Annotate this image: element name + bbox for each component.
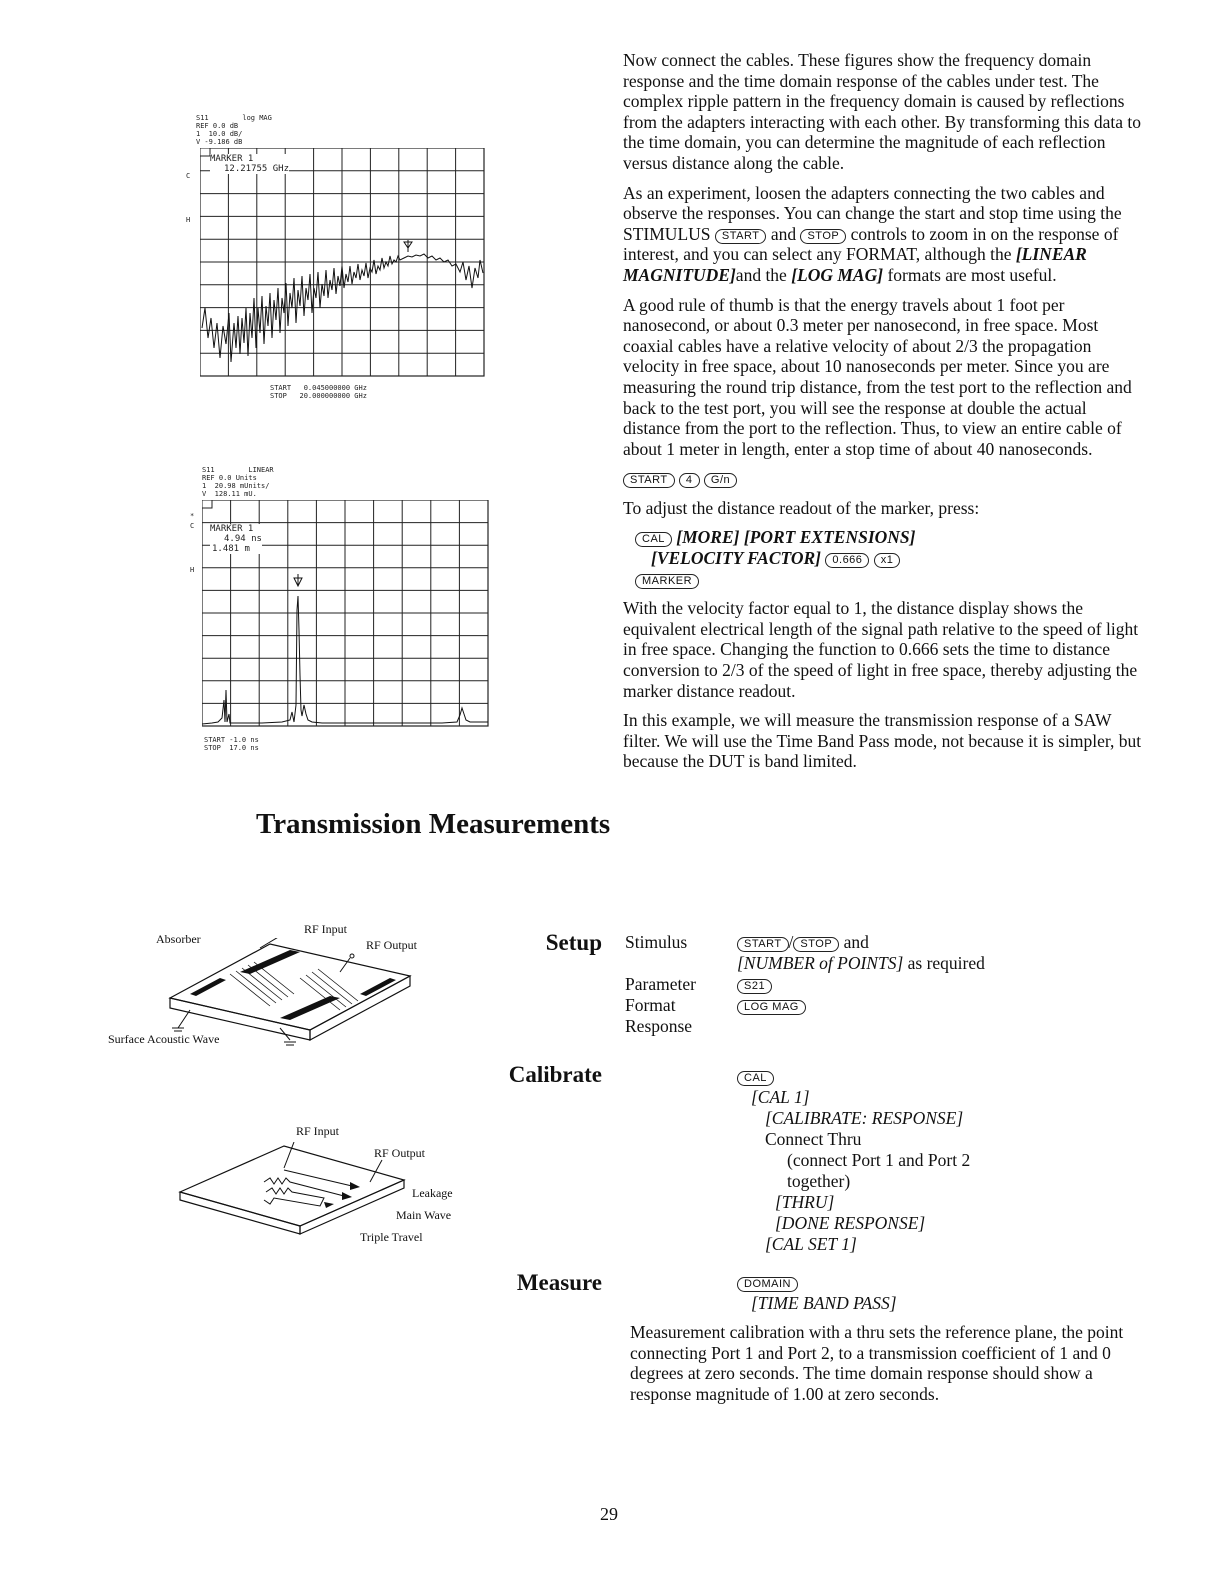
saw-signal-paths-diagram: [170, 1122, 470, 1252]
leakage-label: Leakage: [412, 1186, 453, 1200]
key-sequence-velocity: [635, 527, 1143, 589]
chart2-ref: REF 0.0 Units: [202, 474, 257, 482]
stop-key: STOP: [800, 229, 846, 244]
thru-softkey: [THRU]: [775, 1192, 835, 1212]
chart2-marker-value: 4.94 ns: [224, 534, 262, 544]
rf-output-label-2: RF Output: [374, 1146, 426, 1160]
log-mag-key: LOG MAG: [737, 1000, 806, 1015]
cal-1-softkey: [CAL 1]: [751, 1087, 810, 1107]
triple-travel-label: Triple Travel: [360, 1230, 423, 1244]
measure-steps: [737, 1272, 1157, 1314]
slash-text: /: [788, 932, 794, 952]
setup-row-format: [625, 995, 1145, 1016]
chart1-grid: [200, 148, 490, 378]
format-label: Format: [625, 995, 676, 1015]
s21-key: S21: [737, 979, 772, 994]
paragraph-velocity: With the velocity factor equal to 1, the distance display shows the equivalent electrical length of the signal path relative to the speed of light in free space. Changing the function to 0.666 sets the time to distance conversion to 2/3 of the speed of light in free space, thereby adjusting the marker distance readout.: [623, 598, 1139, 701]
chart2-header: [202, 466, 274, 498]
as-required-text: as required: [907, 953, 985, 973]
calibrate-steps: [737, 1066, 1157, 1255]
page-number: 29: [600, 1504, 618, 1524]
and-text: and: [770, 223, 797, 244]
and-the-text: and the: [735, 264, 787, 285]
setup-start-key: START: [737, 937, 789, 952]
time-band-pass-softkey: [TIME BAND PASS]: [751, 1293, 897, 1313]
setup-heading: Setup: [545, 930, 602, 955]
port-extensions-softkey: [PORT EXTENSIONS]: [743, 527, 916, 548]
chart1-start: START 0.045000000 GHz: [270, 384, 367, 392]
paragraph-transmission-intro: In this example, we will measure the transmission response of a SAW filter. We will use the Time Band Pass mode, not because it is simpler, but because the DUT is band limited.: [623, 710, 1142, 772]
saw-label: Surface Acoustic Wave: [108, 1032, 220, 1046]
chart1-value: V -9.186 dB: [196, 138, 243, 146]
calibrate-response-softkey: [CALIBRATE: RESPONSE]: [765, 1108, 964, 1128]
chart1-footer: [270, 384, 367, 400]
chart1-marker-box: [210, 154, 289, 174]
absorber-label: Absorber: [156, 932, 201, 946]
setup-row-parameter: [625, 974, 1145, 995]
setup-stop-key: STOP: [793, 937, 839, 952]
number-of-points-softkey: [NUMBER of POINTS]: [737, 953, 904, 973]
rf-input-label-1: RF Input: [304, 922, 348, 936]
chart2-side-c: C: [190, 522, 195, 530]
chart2-scale: 1 20.98 mUnits/: [202, 482, 270, 490]
chart1-header: [196, 114, 272, 146]
setup-row-stimulus: [625, 932, 1145, 974]
rf-input-label-2: RF Input: [296, 1124, 340, 1138]
chart2-start: START -1.0 ns: [204, 736, 259, 744]
domain-key: DOMAIN: [737, 1277, 798, 1292]
paragraph-cables: Now connect the cables. These figures show the frequency domain response and the time domain response of the cables under test. The complex ripple pattern in the frequency domain is caused by reflections from the adapters interacting with each other. By transforming this data to the time domain, you can determine the magnitude of each reflection versus distance along the cable.: [623, 50, 1142, 173]
four-key: 4: [679, 473, 700, 488]
chart1-ref: REF 0.0 dB: [196, 122, 239, 130]
saw-filter-diagram: [100, 920, 440, 1050]
chart1-stop: STOP 20.000000000 GHz: [270, 392, 367, 400]
x1-key: x1: [874, 553, 901, 568]
chart1-side-h: H: [186, 216, 191, 224]
connect-ports-text: (connect Port 1 and Port 2: [787, 1150, 971, 1170]
experiment-text-c: formats are most useful.: [887, 264, 1057, 285]
marker-key: MARKER: [635, 574, 699, 589]
key-sequence-stop-time: [623, 468, 1143, 489]
chart1-title: S11 log MAG: [196, 114, 272, 122]
response-label: Response: [625, 1016, 693, 1036]
connect-thru-text: Connect Thru: [765, 1129, 862, 1149]
main-wave-label: Main Wave: [396, 1208, 452, 1222]
experiment-text-a: As an experiment, loosen the adapters connecting the two cables and observe the responses. You can change the start and stop time using the STIMULUS: [623, 182, 1122, 244]
paragraph-experiment: [623, 183, 1143, 286]
chart2-marker-box: [210, 524, 262, 554]
setup-row-response: [625, 1016, 1145, 1037]
start-key-2: START: [623, 473, 675, 488]
calibrate-cal-key: CAL: [737, 1071, 774, 1086]
stimulus-label: Stimulus: [625, 932, 688, 952]
setup-and-text: and: [843, 932, 869, 952]
parameter-label: Parameter: [625, 974, 696, 994]
time-domain-response-plot: [186, 466, 496, 756]
linear-magnitude-softkey: [LINEAR MAGNITUDE]: [623, 244, 1087, 285]
chart2-value: V 128.11 mU.: [202, 490, 257, 498]
chart2-title: S11 LINEAR: [202, 466, 274, 474]
measure-heading: Measure: [516, 1270, 602, 1295]
more-softkey: [MORE]: [676, 527, 740, 548]
done-response-softkey: [DONE RESPONSE]: [775, 1213, 926, 1233]
chart2-marker-label: MARKER 1: [210, 524, 254, 534]
chart1-scale: 1 10.0 dB/: [196, 130, 243, 138]
calibrate-heading: Calibrate: [508, 1062, 602, 1087]
section-heading: Transmission Measurements: [256, 808, 611, 840]
chart2-marker-distance: 1.481 m: [212, 544, 250, 554]
paragraph-rule-of-thumb: A good rule of thumb is that the energy travels about 1 foot per nanosecond, or about 0.3 meter per nanosecond, in free space. Most coaxial cables have a relative velocity of about 2/3 the propagation velocity in free space, about 10 nanoseconds per meter. Since you are measuring the round trip distance, from the test port to the reflection and back to the test port, you will see the response at double the actual distance from the port to the reflection. Thus, to view an entire cable of about 1 meter in length, enter a stop time of about 40 nanoseconds.: [623, 294, 1132, 459]
rf-output-label-1: RF Output: [366, 938, 418, 952]
body-text-column: [623, 50, 1143, 781]
frequency-response-plot: [186, 112, 496, 407]
g-n-key: G/n: [704, 473, 737, 488]
cal-set-1-softkey: [CAL SET 1]: [765, 1234, 857, 1254]
chart2-stop: STOP 17.0 ns: [204, 744, 259, 752]
chart2-footer: [204, 736, 259, 752]
chart1-side-c: C: [186, 172, 191, 180]
velocity-factor-softkey: [VELOCITY FACTOR]: [651, 548, 822, 569]
paragraph-adjust-distance: To adjust the distance readout of the marker, press:: [623, 497, 980, 518]
start-key: START: [715, 229, 767, 244]
log-mag-softkey: [LOG MAG]: [791, 264, 884, 285]
cal-key: CAL: [635, 532, 672, 547]
setup-table: [625, 932, 1145, 1037]
chart1-marker-value: 12.21755 GHz: [224, 164, 290, 174]
measure-paragraph: Measurement calibration with a thru sets the reference plane, the point connecting Port 1 and Port 2, to a transmission coefficient of 1 and 0 degrees at zero seconds. The time domain response should show a response magnitude of 1.00 at zero seconds.: [630, 1322, 1124, 1404]
together-text: together): [787, 1171, 851, 1191]
chart2-side-h: H: [190, 566, 195, 574]
chart1-marker-label: MARKER 1: [210, 154, 254, 164]
experiment-text-b: controls to zoom in on the response of interest, and you can select any FORMAT, although the: [623, 223, 1119, 265]
value-key: 0.666: [825, 553, 869, 568]
chart2-star: *: [190, 512, 195, 520]
